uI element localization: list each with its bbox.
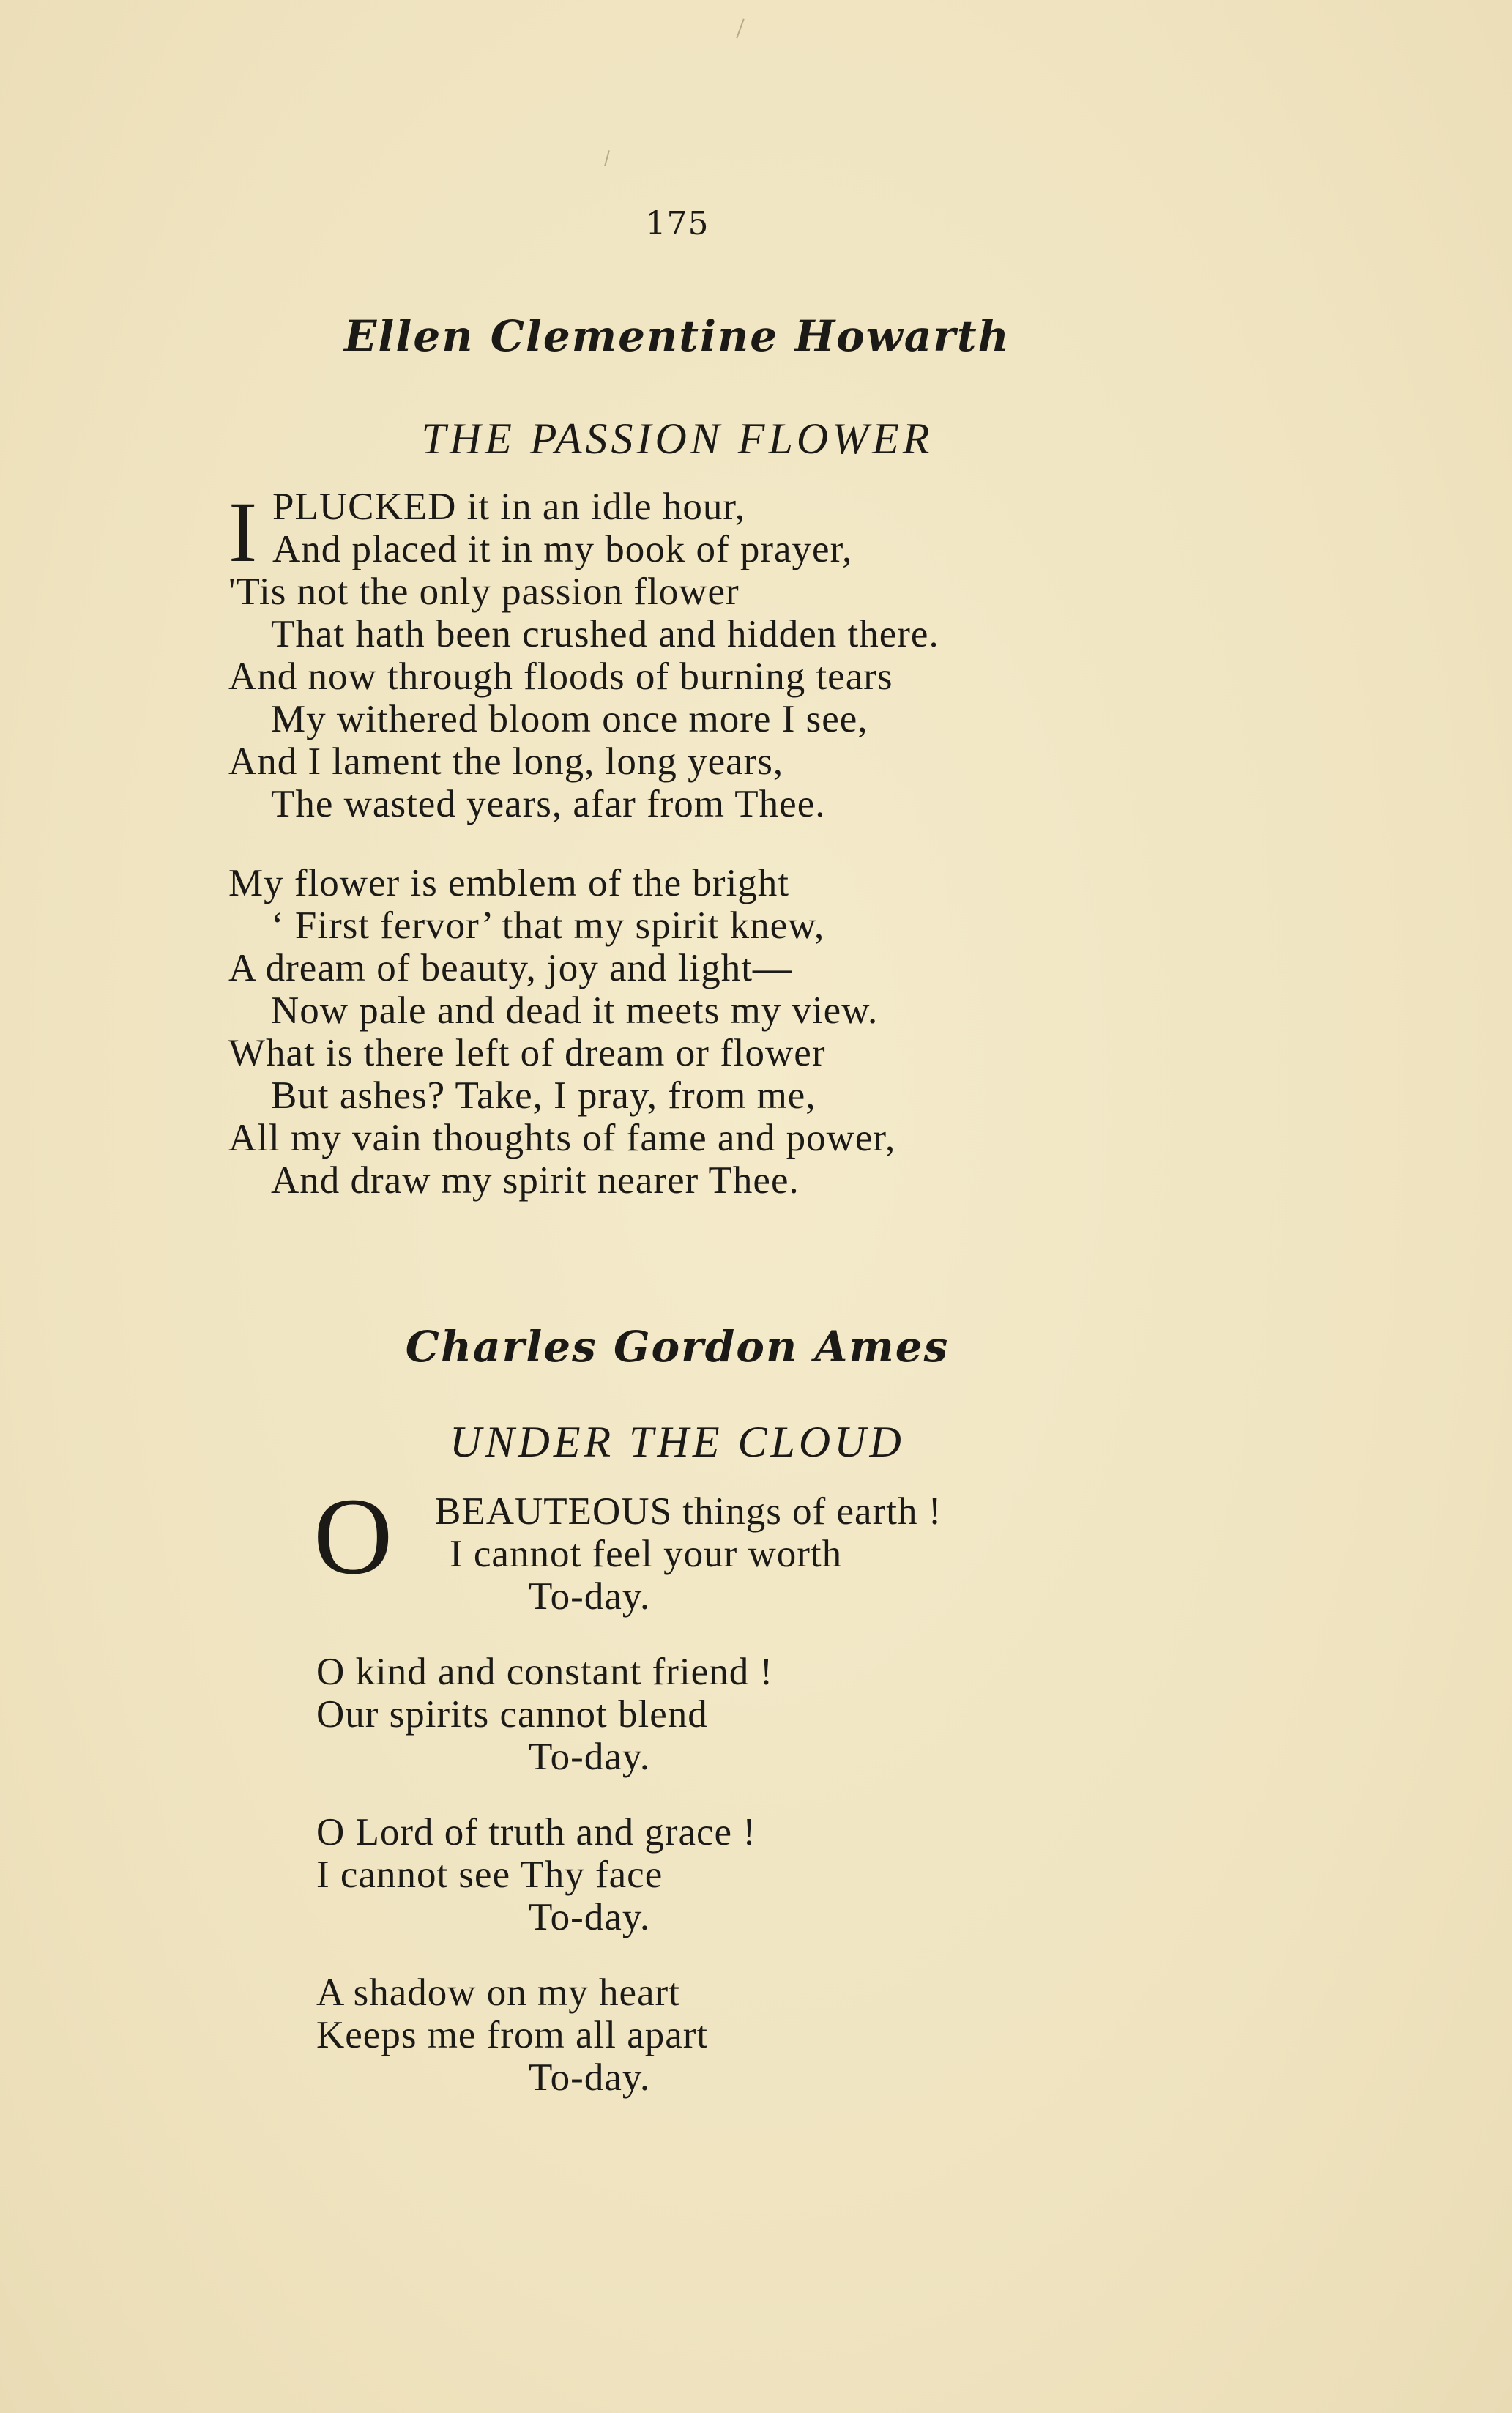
- stanza: [316, 1490, 942, 1618]
- verse-line: To-day.: [529, 1575, 651, 1618]
- verse-line: My flower is emblem of the bright: [228, 862, 790, 904]
- verse-line: Now pale and dead it meets my view.: [271, 989, 879, 1032]
- page-number: 175: [645, 205, 710, 242]
- verse-line: To-day.: [529, 1896, 651, 1938]
- verse-line: Our spirits cannot blend: [316, 1693, 708, 1736]
- verse-line: O Lord of truth and grace !: [316, 1811, 756, 1854]
- drop-cap: I: [228, 484, 258, 580]
- verse-line: My withered bloom once more I see,: [271, 698, 868, 740]
- verse-line: And placed it in my book of prayer,: [272, 528, 853, 570]
- verse-line: A dream of beauty, joy and light—: [228, 947, 792, 989]
- verse-line: What is there left of dream or flower: [228, 1032, 826, 1074]
- verse-line: A shadow on my heart: [316, 1971, 680, 2014]
- verse-line: All my vain thoughts of fame and power,: [228, 1117, 896, 1159]
- verse-line: BEAUTEOUS things of earth !: [435, 1490, 942, 1533]
- verse-line: To-day.: [529, 1736, 651, 1778]
- paper-mark: [604, 150, 610, 166]
- verse-line: But ashes? Take, I pray, from me,: [271, 1074, 816, 1117]
- author-name: Charles Gordon Ames: [405, 1322, 950, 1372]
- verse-line: O kind and constant friend !: [316, 1651, 774, 1693]
- verse-line: The wasted years, afar from Thee.: [271, 783, 826, 825]
- verse-line: Keeps me from all apart: [316, 2014, 709, 2056]
- verse-line: I cannot feel your worth: [450, 1533, 843, 1575]
- verse-line: PLUCKED it in an idle hour,: [272, 486, 746, 528]
- stanza: [316, 1971, 708, 2099]
- verse-line: ‘ First fervor’ that my spirit knew,: [271, 904, 825, 947]
- stanza: [316, 1651, 773, 1778]
- stanza: [228, 570, 939, 825]
- verse-line: And draw my spirit nearer Thee.: [271, 1159, 800, 1202]
- verse-line: And I lament the long, long years,: [228, 740, 784, 783]
- author-name: Ellen Clementine Howarth: [344, 311, 1010, 361]
- stanza: [228, 862, 895, 1202]
- stanza: [272, 486, 852, 570]
- poem-title: THE PASSION FLOWER: [421, 414, 934, 463]
- drop-cap: O: [313, 1476, 393, 1597]
- poem-title: UNDER THE CLOUD: [450, 1418, 905, 1466]
- stanza: [316, 1811, 756, 1938]
- verse-line: And now through floods of burning tears: [228, 655, 893, 698]
- verse-line: I cannot see Thy face: [316, 1854, 663, 1896]
- paper-mark: [736, 19, 744, 39]
- verse-line: To-day.: [529, 2056, 651, 2099]
- verse-line: That hath been crushed and hidden there.: [271, 613, 939, 655]
- verse-line: 'Tis not the only passion flower: [228, 570, 740, 613]
